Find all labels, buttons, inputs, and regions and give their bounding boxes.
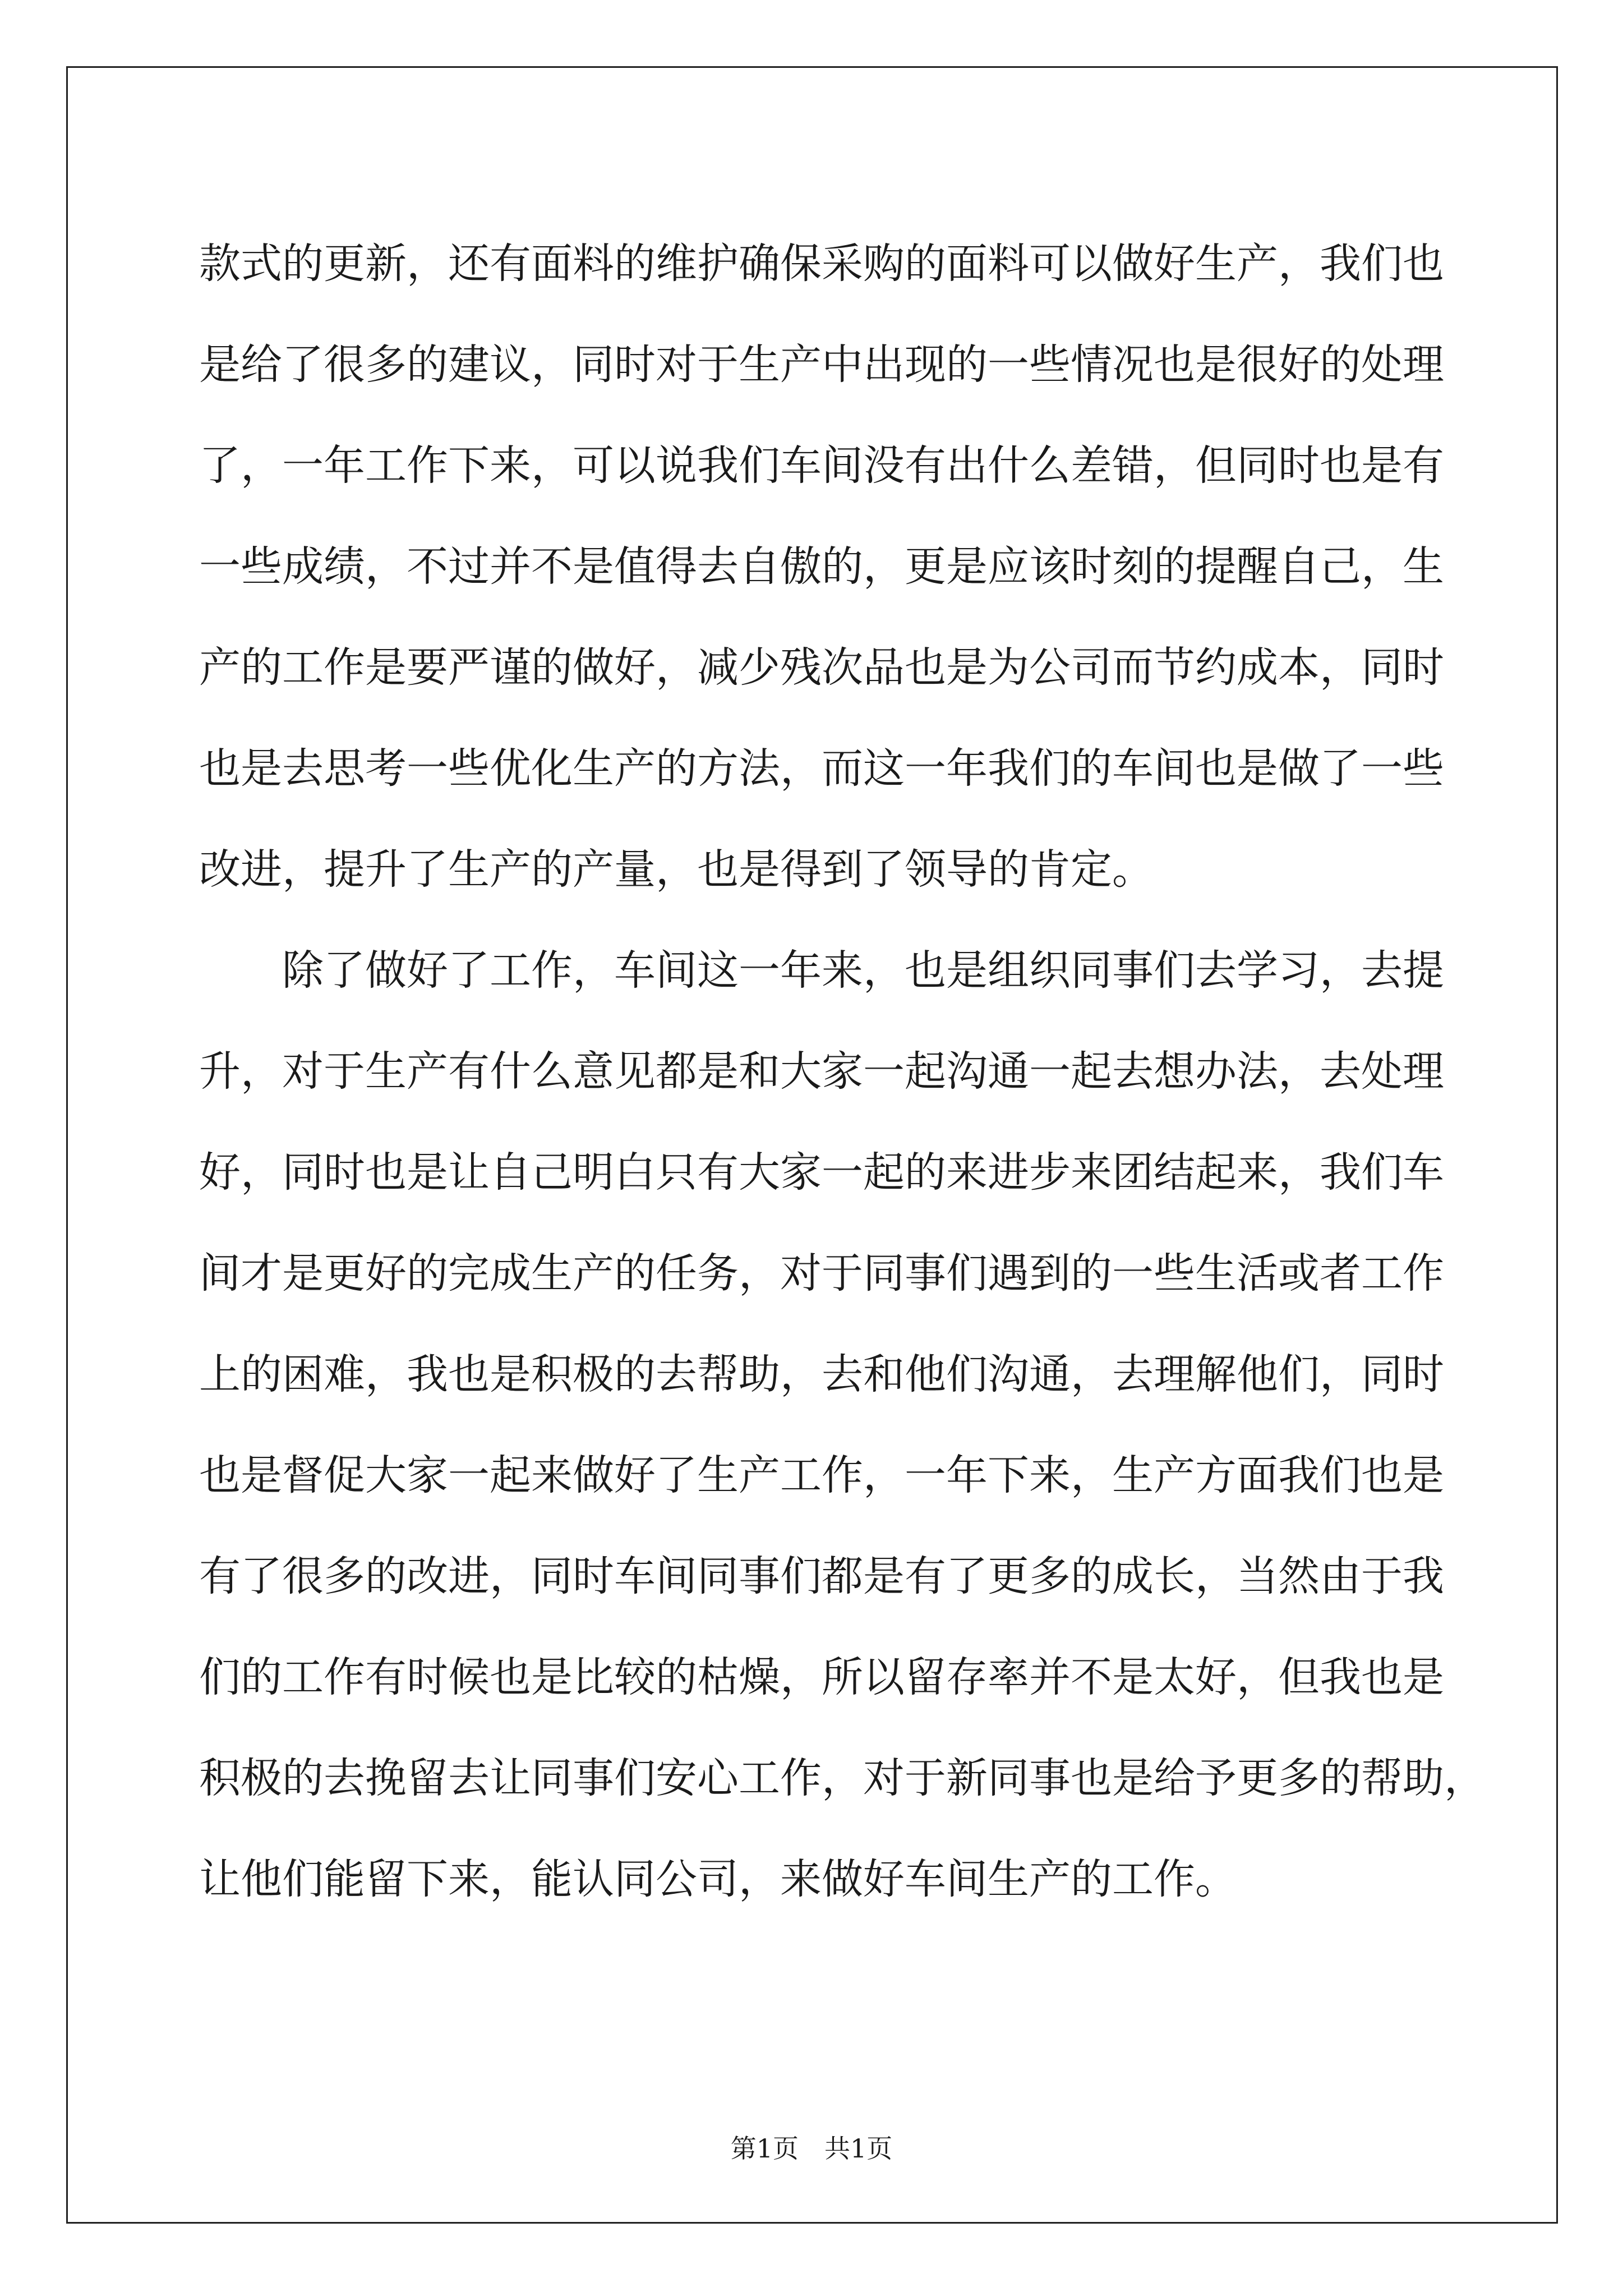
body-line: 也是督促大家一起来做好了生产工作，一年下来，生产方面我们也是	[199, 1451, 1444, 1499]
body-line: 产的工作是要严谨的做好，减少残次品也是为公司而节约成本，同时	[199, 643, 1444, 692]
body-line: 改进，提升了生产的产量，也是得到了领导的肯定。	[199, 845, 1154, 894]
body-line: 让他们能留下来，能认同公司，来做好车间生产的工作。	[199, 1855, 1237, 1903]
body-line: 升，对于生产有什么意见都是和大家一起沟通一起去想办法，去处理	[199, 1047, 1444, 1096]
page-footer: 第1页 共1页	[730, 2133, 893, 2164]
body-line: 也是去思考一些优化生产的方法，而这一年我们的车间也是做了一些	[199, 744, 1444, 793]
body-line: 有了很多的改进，同时车间同事们都是有了更多的成长，当然由于我	[199, 1552, 1444, 1600]
body-line: 一些成绩，不过并不是值得去自傲的，更是应该时刻的提醒自己，生	[199, 542, 1444, 591]
body-line: 上的困难，我也是积极的去帮助，去和他们沟通，去理解他们，同时	[199, 1350, 1444, 1398]
body-line: 是给了很多的建议，同时对于生产中出现的一些情况也是很好的处理	[199, 341, 1444, 389]
body-line: 们的工作有时候也是比较的枯燥，所以留存率并不是太好，但我也是	[199, 1653, 1444, 1701]
body-line: 款式的更新，还有面料的维护确保采购的面料可以做好生产，我们也	[199, 240, 1444, 288]
body-line: 了，一年工作下来，可以说我们车间没有出什么差错，但同时也是有	[199, 441, 1444, 490]
document-body	[199, 213, 1486, 1930]
paragraph-start-line: 除了做好了工作，车间这一年来，也是组织同事们去学习，去提	[282, 946, 1444, 995]
body-line: 间才是更好的完成生产的任务，对于同事们遇到的一些生活或者工作	[199, 1249, 1444, 1297]
body-line: 积极的去挽留去让同事们安心工作，对于新同事也是给予更多的帮助，	[199, 1754, 1486, 1802]
body-line: 好，同时也是让自己明白只有大家一起的来进步来团结起来，我们车	[199, 1148, 1444, 1197]
